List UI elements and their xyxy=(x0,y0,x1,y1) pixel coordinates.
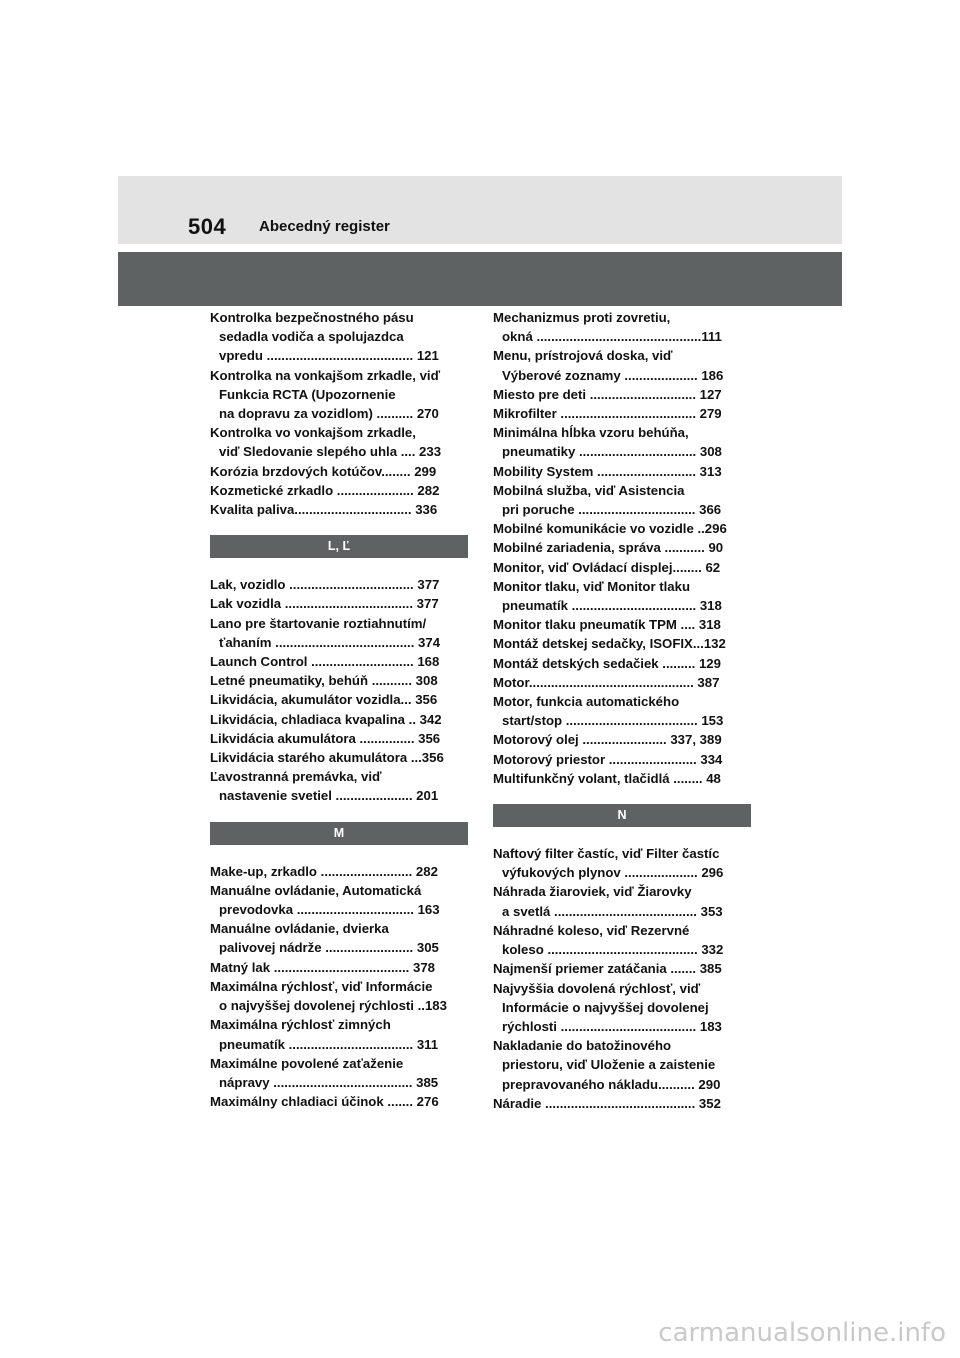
index-entry-term: Kontrolka bezpečnostného pásu xyxy=(210,310,414,325)
index-entry-term: Kvalita paliva................................ 336 xyxy=(210,502,438,518)
index-entry xyxy=(210,919,468,957)
index-entry xyxy=(493,654,751,673)
index-entry-term: Launch Control ............................ 168 xyxy=(210,654,440,670)
index-entry-term: Kontrolka vo vonkajšom zrkadle, xyxy=(210,425,416,441)
index-entry-continuation: palivovej nádrže ........................ 305 xyxy=(219,940,439,956)
index-entry-term: Maximálna rýchlosť zimných xyxy=(210,1017,391,1033)
index-entry-term: Kozmetické zrkadlo ..................... 282 xyxy=(210,482,440,498)
index-entry-term: Korózia brzdových kotúčov........ 299 xyxy=(210,463,437,479)
index-entry xyxy=(493,750,751,769)
index-entry xyxy=(493,423,751,461)
index-entry xyxy=(210,1054,468,1092)
index-entry-term: Motor............................................. 387 xyxy=(493,674,720,690)
index-entry-term: Nakladanie do batožinového xyxy=(493,1038,672,1054)
index-entry-continuation: pneumatík .................................. 318 xyxy=(502,598,722,614)
index-entry-continuation: na dopravu za vozidlom) .......... 270 xyxy=(219,406,439,422)
index-entry-term: Kontrolka na vonkajšom zrkadle, viď xyxy=(210,367,441,383)
index-entry xyxy=(493,577,751,615)
index-entry-term: Lak, vozidlo .................................. 377 xyxy=(210,577,440,593)
index-entry xyxy=(210,862,468,881)
index-entry xyxy=(493,1036,751,1094)
index-entry-term: Najmenší priemer zatáčania ....... 385 xyxy=(493,961,722,977)
index-entry-continuation: Výberové zoznamy .................... 186 xyxy=(502,367,724,383)
index-entry xyxy=(210,575,468,594)
index-entry-continuation: a svetlá ....................................... 353 xyxy=(502,903,723,919)
index-entry-term: Motor, funkcia automatického xyxy=(493,694,680,710)
index-entry-term: Manuálne ovládanie, Automatická xyxy=(210,882,422,898)
index-entry-term: Náhradné koleso, viď Rezervné xyxy=(493,922,690,938)
index-entry-continuation: Informácie o najvyššej dovolenej xyxy=(502,999,709,1015)
index-entry xyxy=(210,958,468,977)
index-entry-term: Monitor tlaku, viď Monitor tlaku xyxy=(493,578,691,594)
index-entry xyxy=(210,614,468,652)
index-entry-term: Najvyššia dovolená rýchlosť, viď xyxy=(493,980,701,996)
index-entry-continuation: vpredu ........................................ 121 xyxy=(219,348,439,364)
index-entry-term: Likvidácia, akumulátor vozidla... 356 xyxy=(210,692,438,708)
index-entry xyxy=(493,1094,751,1113)
index-entry-term: Mechanizmus proti zovretiu, xyxy=(493,310,671,325)
index-entry xyxy=(493,462,751,481)
index-entry-continuation: výfukových plynov .................... 296 xyxy=(502,865,724,881)
index-entry xyxy=(493,730,751,749)
index-entry xyxy=(493,481,751,519)
index-entry-term: Naftový filter častíc, viď Filter častíc xyxy=(493,846,720,862)
index-entry-term: Ľavostranná premávka, viď xyxy=(210,769,382,785)
index-entry-continuation: nastavenie svetiel ..................... 201 xyxy=(219,788,439,804)
index-entry-term: Náhrada žiaroviek, viď Žiarovky xyxy=(493,884,692,900)
index-entry-term: Miesto pre deti ............................. 127 xyxy=(493,386,722,402)
index-entry-continuation: prepravovaného nákladu.......... 290 xyxy=(502,1076,721,1092)
index-entry xyxy=(210,423,468,461)
index-entry xyxy=(210,462,468,481)
index-entry-term: Minimálna hĺbka vzoru behúňa, xyxy=(493,425,689,441)
index-entry-term: Mobilné komunikácie vo vozidle ..296 xyxy=(493,521,727,537)
index-entry-term: Manuálne ovládanie, dvierka xyxy=(210,921,389,937)
index-entry-term: Make-up, zrkadlo ......................... 282 xyxy=(210,863,438,879)
index-entry-term: Monitor tlaku pneumatík TPM .... 318 xyxy=(493,617,721,633)
index-entry-term: Lano pre štartovanie roztiahnutím/ xyxy=(210,615,427,631)
index-entry-continuation: prevodovka ................................ 163 xyxy=(219,902,440,918)
index-entry xyxy=(210,1015,468,1053)
index-entry-term: Mobilná služba, viď Asistencia xyxy=(493,482,685,498)
index-entry-term: Monitor, viď Ovládací displej........ 62 xyxy=(493,559,721,575)
index-entry-term: Mobilné zariadenia, správa ........... 90 xyxy=(493,540,724,556)
entry-group xyxy=(210,862,468,1112)
entry-group xyxy=(493,844,751,1113)
section-header-m: M xyxy=(210,822,468,845)
entry-group xyxy=(210,575,468,805)
index-entry xyxy=(210,308,468,366)
header-dark-band xyxy=(118,252,842,306)
index-entry xyxy=(493,385,751,404)
index-entry-term: Náradie ......................................... 352 xyxy=(493,1095,721,1111)
index-entry xyxy=(493,346,751,384)
index-entry xyxy=(210,652,468,671)
index-entry xyxy=(493,615,751,634)
index-entry-continuation: pneumatiky ................................ 308 xyxy=(502,444,722,460)
index-entry-term: Menu, prístrojová doska, viď xyxy=(493,348,673,364)
index-entry xyxy=(493,673,751,692)
index-entry xyxy=(493,979,751,1037)
index-entry xyxy=(210,594,468,613)
index-entry-term: Maximálny chladiaci účinok ....... 276 xyxy=(210,1094,439,1110)
index-entry xyxy=(493,844,751,882)
index-entry xyxy=(210,690,468,709)
index-column-right xyxy=(493,308,751,1113)
index-entry xyxy=(210,767,468,805)
index-entry-continuation: okná .............................................111 xyxy=(502,329,722,345)
index-entry xyxy=(210,671,468,690)
index-entry xyxy=(493,404,751,423)
index-entry-continuation: viď Sledovanie slepého uhla .... 233 xyxy=(219,444,442,460)
index-entry xyxy=(210,481,468,500)
index-entry xyxy=(210,977,468,1015)
index-entry xyxy=(210,710,468,729)
index-entry-term: Lak vozidla ................................... 377 xyxy=(210,596,439,612)
index-entry xyxy=(210,729,468,748)
index-entry-continuation: sedadla vodiča a spolujazdca xyxy=(219,329,404,345)
index-entry xyxy=(493,538,751,557)
index-entry xyxy=(493,921,751,959)
index-entry xyxy=(493,519,751,538)
section-header-n: N xyxy=(493,804,751,827)
index-entry-term: Maximálne povolené zaťaženie xyxy=(210,1055,404,1071)
index-entry-term: Mikrofilter ..................................... 279 xyxy=(493,406,722,422)
index-entry-continuation: o najvyššej dovolenej rýchlosti ..183 xyxy=(219,998,447,1014)
index-entry-continuation: pri poruche ................................ 366 xyxy=(502,502,722,518)
index-entry xyxy=(493,692,751,730)
index-entry-term: Maximálna rýchlosť, viď Informácie xyxy=(210,978,433,994)
watermark: carmanualsonline.info xyxy=(658,1318,946,1348)
index-entry xyxy=(493,558,751,577)
index-entry xyxy=(493,308,751,346)
index-entry-continuation: rýchlosti ..................................... 183 xyxy=(502,1018,722,1034)
index-entry-term: Letné pneumatiky, behúň ........... 308 xyxy=(210,673,438,689)
index-entry xyxy=(210,1092,468,1111)
index-entry-term: Likvidácia starého akumulátora ...356 xyxy=(210,750,444,766)
index-entry-term: Montáž detských sedačiek ......... 129 xyxy=(493,655,721,671)
index-entry xyxy=(493,769,751,788)
index-entry-continuation: ťahaním ...................................... 374 xyxy=(219,634,441,650)
section-header-l: L, Ľ xyxy=(210,535,468,558)
index-entry-term: Likvidácia, chladiaca kvapalina .. 342 xyxy=(210,711,442,727)
header-band xyxy=(118,176,842,244)
index-entry-continuation: priestoru, viď Uloženie a zaistenie xyxy=(502,1057,716,1073)
index-entry-term: Mobility System ........................... 313 xyxy=(493,463,722,479)
index-entry xyxy=(210,500,468,519)
index-entry xyxy=(210,366,468,424)
index-entry-term: Montáž detskej sedačky, ISOFIX...132 xyxy=(493,636,726,652)
index-entry-term: Motorový olej ....................... 337, 389 xyxy=(493,732,722,748)
index-entry-continuation: nápravy ...................................... 385 xyxy=(219,1074,439,1090)
index-entry-term: Likvidácia akumulátora ............... 356 xyxy=(210,730,441,746)
entry-group xyxy=(210,308,468,519)
index-entry-term: Motorový priestor ........................ 334 xyxy=(493,751,723,767)
index-entry-term: Matný lak ..................................... 378 xyxy=(210,959,435,975)
entry-group xyxy=(493,308,751,788)
index-entry-term: Multifunkčný volant, tlačidlá ........ 48 xyxy=(493,770,721,786)
index-entry-continuation: pneumatík .................................. 311 xyxy=(219,1036,439,1052)
index-entry xyxy=(210,748,468,767)
index-entry-continuation: koleso ......................................... 332 xyxy=(502,942,724,958)
index-entry xyxy=(210,881,468,919)
index-entry xyxy=(493,634,751,653)
index-entry-continuation: Funkcia RCTA (Upozornenie xyxy=(219,386,396,402)
index-entry xyxy=(493,959,751,978)
index-column-left xyxy=(210,308,468,1111)
index-entry-continuation: start/stop .................................... 153 xyxy=(502,713,724,729)
page-number: 504 xyxy=(188,214,227,239)
index-entry xyxy=(493,882,751,920)
running-title: Abecedný register xyxy=(259,218,390,235)
